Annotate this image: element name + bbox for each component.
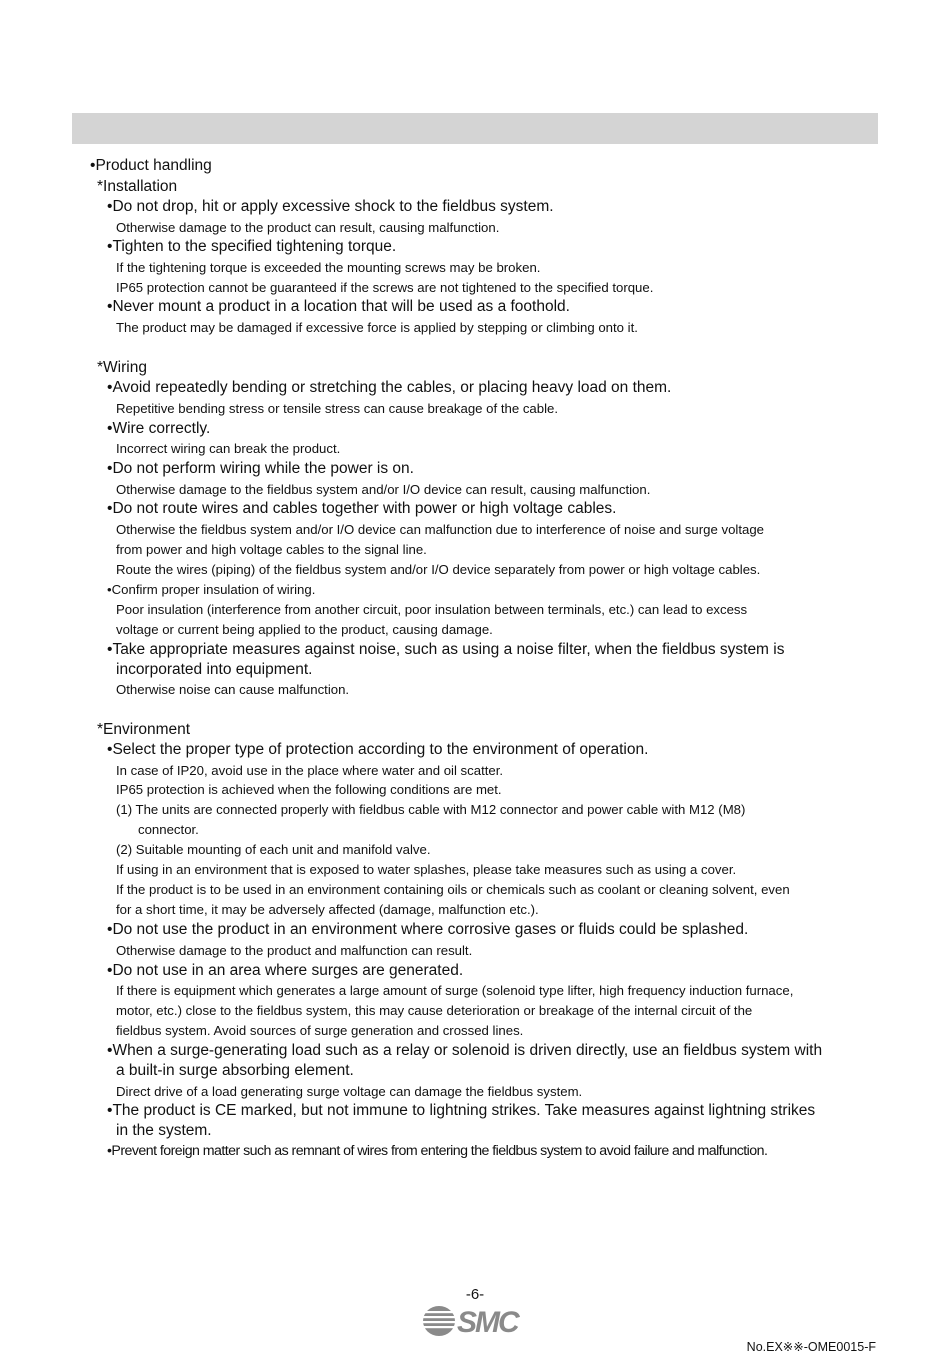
bullet-detail: IP65 protection cannot be guaranteed if the screws are not tightened to the specified torque.	[116, 280, 654, 295]
bullet-detail: Route the wires (piping) of the fieldbus system and/or I/O device separately from power or high voltage cables.	[116, 562, 761, 577]
bullet-detail: IP65 protection is achieved when the following conditions are met.	[116, 782, 502, 797]
bullet-detail: fieldbus system. Avoid sources of surge generation and crossed lines.	[116, 1023, 524, 1038]
bullet-item: •Do not use the product in an environment where corrosive gases or fluids could be splashed.	[107, 921, 749, 938]
smc-logo-mark	[423, 1306, 455, 1336]
bullet-detail: Otherwise damage to the fieldbus system and/or I/O device can result, causing malfunction.	[116, 482, 651, 497]
bullet-detail: Direct drive of a load generating surge voltage can damage the fieldbus system.	[116, 1084, 583, 1099]
bullet-detail: Otherwise the fieldbus system and/or I/O device can malfunction due to interference of noise and surge voltage	[116, 522, 765, 537]
smc-logo	[421, 1303, 531, 1339]
bullet-detail: Poor insulation (interference from another circuit, poor insulation between terminals, etc.) can lead to excess	[116, 602, 748, 617]
bullet-detail: If using in an environment that is exposed to water splashes, please take measures such as using a cover.	[116, 862, 737, 877]
bullet-detail: Incorrect wiring can break the product.	[116, 441, 341, 456]
bullet-item-continuation: incorporated into equipment.	[116, 661, 313, 678]
bullet-detail: Otherwise damage to the product can result, causing malfunction.	[116, 220, 500, 235]
bullet-detail: voltage or current being applied to the product, causing damage.	[116, 622, 493, 637]
bullet-detail: The product may be damaged if excessive force is applied by stepping or climbing onto it.	[116, 320, 638, 335]
bullet-detail: If the product is to be used in an environment containing oils or chemicals such as coolant or cleaning solvent, even	[116, 882, 790, 897]
bullet-item: •Wire correctly.	[107, 420, 211, 437]
bullet-item: •When a surge-generating load such as a relay or solenoid is driven directly, use an fieldbus system with	[107, 1042, 823, 1059]
bullet-item: •Do not route wires and cables together with power or high voltage cables.	[107, 500, 617, 517]
bullet-item-small: •Confirm proper insulation of wiring.	[107, 582, 316, 597]
page-number: -6-	[465, 1286, 485, 1303]
bullet-detail: In case of IP20, avoid use in the place where water and oil scatter.	[116, 763, 504, 778]
bullet-item: •Tighten to the specified tightening torque.	[107, 238, 397, 255]
document-number: No.EX※※-OME0015-F	[746, 1340, 876, 1354]
subheading-wiring: *Wiring	[97, 359, 147, 376]
numbered-condition: (2) Suitable mounting of each unit and manifold valve.	[116, 842, 431, 857]
bullet-item: •Do not use in an area where surges are generated.	[107, 962, 464, 979]
bullet-detail: Otherwise damage to the product and malfunction can result.	[116, 943, 473, 958]
bullet-item-continuation: in the system.	[116, 1122, 212, 1139]
bullet-detail: for a short time, it may be adversely affected (damage, malfunction etc.).	[116, 902, 539, 917]
bullet-detail: If the tightening torque is exceeded the mounting screws may be broken.	[116, 260, 541, 275]
bullet-item: •Select the proper type of protection according to the environment of operation.	[107, 741, 649, 758]
bullet-item: •Prevent foreign matter such as remnant of wires from entering the fieldbus system to avoid failure and malfunction.	[107, 1143, 768, 1159]
bullet-detail: Otherwise noise can cause malfunction.	[116, 682, 350, 697]
heading-product-handling: •Product handling	[90, 157, 212, 174]
bullet-item: •Do not perform wiring while the power is on.	[107, 460, 414, 477]
bullet-item: •Do not drop, hit or apply excessive shock to the fieldbus system.	[107, 198, 554, 215]
bullet-item: •Never mount a product in a location that will be used as a foothold.	[107, 298, 570, 315]
bullet-item: •Avoid repeatedly bending or stretching the cables, or placing heavy load on them.	[107, 379, 672, 396]
subheading-installation: *Installation	[97, 178, 178, 195]
subheading-environment: *Environment	[97, 721, 191, 738]
numbered-condition: (1) The units are connected properly with fieldbus cable with M12 connector and power cable with M12 (M8)	[116, 802, 746, 817]
bullet-item-continuation: a built-in surge absorbing element.	[116, 1062, 354, 1079]
bullet-item: •The product is CE marked, but not immune to lightning strikes. Take measures against lightning strikes	[107, 1102, 816, 1119]
bullet-detail: from power and high voltage cables to the signal line.	[116, 542, 427, 557]
bullet-detail: Repetitive bending stress or tensile stress can cause breakage of the cable.	[116, 401, 559, 416]
section-header-bar	[72, 113, 878, 144]
bullet-detail: motor, etc.) close to the fieldbus system, this may cause deterioration or breakage of the internal circuit of the	[116, 1003, 753, 1018]
bullet-item: •Take appropriate measures against noise, such as using a noise filter, when the fieldbus system is	[107, 641, 785, 658]
bullet-detail: If there is equipment which generates a large amount of surge (solenoid type lifter, high frequency induction furnace,	[116, 983, 794, 998]
smc-logo-text: SMC	[457, 1306, 518, 1339]
numbered-condition-continuation: connector.	[138, 822, 199, 837]
